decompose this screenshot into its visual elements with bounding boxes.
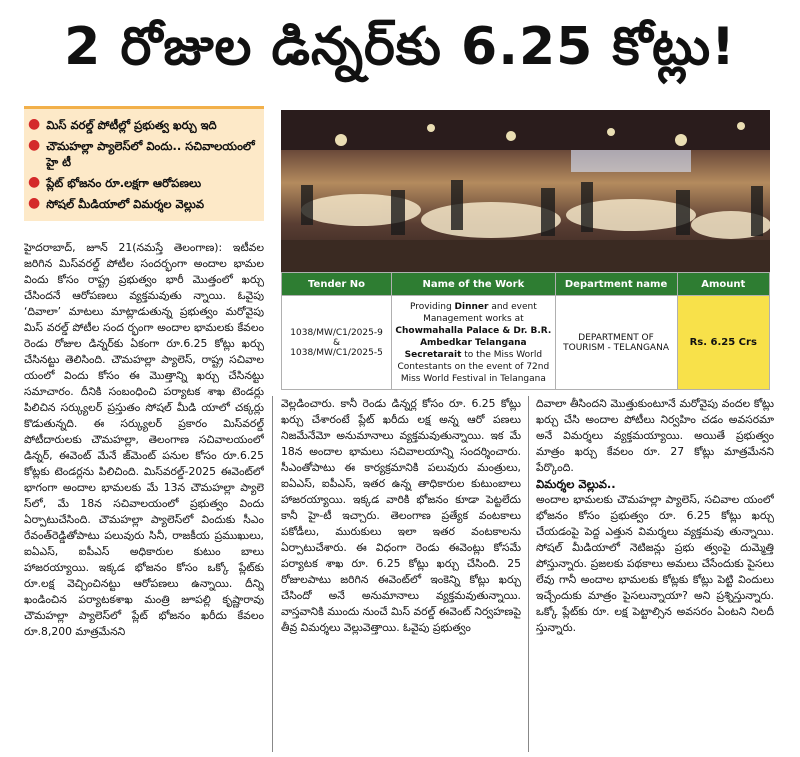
header-department: Department name (555, 273, 677, 296)
work-text-3: to the Miss World Contestants on the event of 72nd Miss World Festival in Telangana (397, 349, 550, 384)
bullet-dot-icon: ● (28, 137, 41, 153)
header-tender-no: Tender No (282, 273, 392, 296)
column-divider (528, 396, 529, 752)
tender-no-cell (282, 296, 392, 390)
article-column-3 (536, 396, 774, 752)
work-text-2: and event Management works at (423, 301, 537, 324)
work-cell (392, 296, 556, 390)
header-amount: Amount (677, 273, 770, 296)
article-column-1 (24, 240, 264, 752)
highlight-text: ప్లేట్ భోజనం రూ.లక్షగా ఆరోపణలు (46, 176, 202, 190)
highlights-box (24, 106, 264, 221)
highlight-item (28, 138, 260, 170)
dinner-event-photo (281, 110, 770, 272)
highlight-item (28, 196, 260, 212)
amount-cell: Rs. 6.25 Crs (677, 296, 770, 390)
headline: 2 రోజుల డిన్నర్‌కు 6.25 కోట్లు! (64, 16, 736, 77)
section-subhead: విమర్శల వెల్లువ.. (536, 477, 616, 491)
work-text-1: Providing (409, 301, 455, 312)
highlight-text: చౌమహల్లా ప్యాలెస్‌లో విందు.. సచివాలయంలో హై టీ (46, 139, 255, 169)
tender-table (281, 272, 770, 390)
highlight-text: మిస్ వరల్డ్ పోటీల్లో ప్రభుత్వ ఖర్చు ఇది (46, 118, 217, 132)
header-work: Name of the Work (392, 273, 556, 296)
tender-no-1: 1038/MW/C1/2025-9 (290, 327, 383, 338)
highlight-item (28, 175, 260, 191)
work-bold-2: Chowmahalla Palace & Dr. B.R. Ambedkar Telangana Secretarait (395, 325, 552, 360)
column-divider (272, 396, 273, 752)
bullet-dot-icon: ● (28, 116, 41, 132)
bullet-dot-icon: ● (28, 195, 41, 211)
article-paragraph: వెల్లడించారు. కానీ రెండు డిన్నర్ల కోసం రూ. 6.25 కోట్లు ఖర్చు చేశారంటే ప్లేట్ ఖరీదు లక్ష అన్న ఆరో పణలు నిజమేనేమో అనుమానాలు వ్యక్తమవుతున్నాయి. ఇక మే 18న అందాల భామలు సచివాలయాన్ని సందర్శించారు. సీఎంతోపాటు ఈ కార్యక్రమానికి పలువురు మంత్రులు, ఐఏఎస్, ఐపీఎస్, ఇతర ఉన్న తాధికారుల కుటుంబాలు హాజరయ్యాయి. ఇక్కడ వారికి భోజనం కూడా పెట్టలేదు కానీ హై-టీ ఇచ్చారు. తెలంగాణ ప్రత్యేక వంటకాలు పకోడీలు, మురుకులు ఇలా ఇతర వంటకాలను ఏర్పాటుచేశారు. ఈ విధంగా రెండు ఈవెంట్లు కోసమే పర్యాటక శాఖ రూ. 6.25 కోట్లు ఖర్చు చేసింది. 25 రోజులపాటు జరిగిన ఈవెంట్‌లో ఇంకెన్ని కోట్లు ఖర్చు చేసిందో అనే అనుమానాలు వ్యక్తమవుతున్నాయి. వాస్తవానికి ముందు నుంచే మిస్ వరల్డ్ ఈవెంట్ నిర్వహణపై తీవ్ర విమర్శలు వెల్లువెత్తాయి. ఓవైపు ప్రభుత్వం (281, 397, 521, 634)
highlight-item (28, 117, 260, 133)
highlight-text: సోషల్ మీడియాలో విమర్శల వెల్లువ (46, 197, 205, 211)
tender-no-2: 1038/MW/C1/2025-5 (290, 347, 383, 358)
tender-no-amp: & (333, 337, 341, 348)
table-row (282, 296, 770, 390)
department-cell: DEPARTMENT OF TOURISM - TELANGANA (555, 296, 677, 390)
article-paragraph: దివాలా తీసిందని మొత్తుకుంటూనే మరోవైపు వందల కోట్లు ఖర్చు చేసి అందాల పోటీలు నిర్వహిం చడం అవసరమా అనే విమర్శలు వ్యక్తమయ్యాయి. అయితే ప్రభుత్వం మాత్రం ఖర్చు కేవలం రూ. 27 కోట్లు మాత్రమేనని పేర్కొంది. (536, 397, 774, 474)
table-header-row (282, 273, 770, 296)
bullet-dot-icon: ● (28, 174, 41, 190)
article-column-2 (281, 396, 521, 752)
article-paragraph: హైదరాబాద్, జూన్ 21(నమస్తే తెలంగాణ): ఇటీవల జరిగిన మిస్‌వరల్డ్ పోటీల సందర్భంగా అందాల భామల విందు కోసం రాష్ట్ర ప్రభుత్వం భారీ మొత్తంలో ఖర్చు చేసిందనే ఆరోపణలు వ్యక్తమవుతు న్నాయి. ఓవైపు ‘దివాలా’ మాటలు మాట్లాడుతున్న ప్రభుత్వం మరోవైపు మిస్ వరల్డ్ పోటీల సంద ర్భంగా అందాల భామలకు కేవలం రెండు రోజుల డిన్నర్‌కు ఏకంగా రూ.6.25 కోట్లు ఖర్చు చేసినట్టు తెలిసింది. చౌమహల్లా ప్యాలెస్, రాష్ట్ర సచివాల యంలో విందు కోసం ఈ మొత్తాన్ని ఖర్చు చేసినట్టు సమాచారం. దీనికి సంబంధించి పర్యాటక శాఖ టెండర్లు పిలిచిన సర్క్యులర్ ప్రస్తుతం సోషల్ మీడి యాలో చక్కర్లు కొడుతున్నది. ఈ సర్క్యులర్ ప్రకారం మిస్‌వరల్డ్ పోటీదారులకు చౌమహల్లా, తెలంగాణ సచివాలయంలో డిన్నర్, ఈవెంట్ మేనే జ్‌మెంట్ పనుల కోసం రూ.6.25 కోట్లకు టెండర్లను పిలిచింది. మిస్‌వరల్డ్-2025 ఈవెంట్‌లో భాగంగా అందాల భామలకు మే 13న చౌమహల్లా ప్యాలె స్‌లో, మే 18న సచివాలయంలో ప్రభుత్వం విందు ఏర్పాటుచేసింది. చౌమహల్లా ప్యాలెస్‌లో విందుకు సీఎం రేవంత్‌రెడ్డితోపాటు పలువురు సినీ, రాజకీయ ప్రముఖులు, ఐఏఎస్, ఐపీఎస్ అధికారుల కుటుం బాలు హాజరయ్యాయి. ఇక్కడ భోజనం కోసం ఒక్కో ప్లేట్‌కు రూ.లక్ష వెచ్చించినట్టు ఆరోపణలు ఉన్నాయి. దీన్ని ఖండించిన పర్యాటకశాఖ మంత్రి జూపల్లి కృష్ణారావు చౌమహల్లా ప్యాలెస్‌లో ప్లేట్ భోజనం ఖరీదు కేవలం రూ.8,200 మాత్రమేనని (24, 241, 264, 638)
article-paragraph: అందాల భామలకు చౌమహల్లా ప్యాలెస్, సచివాల యంలో భోజనం కోసం ప్రభుత్వం రూ. 6.25 కోట్లు ఖర్చు చేయడంపై పెద్ద ఎత్తున విమర్శలు వ్యక్తమవు తున్నాయి. సోషల్ మీడియాలో నెటిజన్లు ప్రభు త్వంపై దుమ్మెత్తి పోస్తున్నారు. ప్రజలకు పథకాలు అమలు చేసేందుకు పైసలు లేవు గానీ అందాల భామలకు కోట్లకు కోట్లు పెట్టి విందులు ఇచ్చేందుకు మాత్రం పైసలున్నాయా? అని ప్రశ్నిస్తున్నారు. ఒక్కో ప్లేట్‌కు రూ. లక్ష పెట్టాల్సిన అవసరం ఏంటని నిలదీ స్తున్నారు. (536, 493, 774, 634)
work-bold-1: Dinner (454, 301, 489, 312)
